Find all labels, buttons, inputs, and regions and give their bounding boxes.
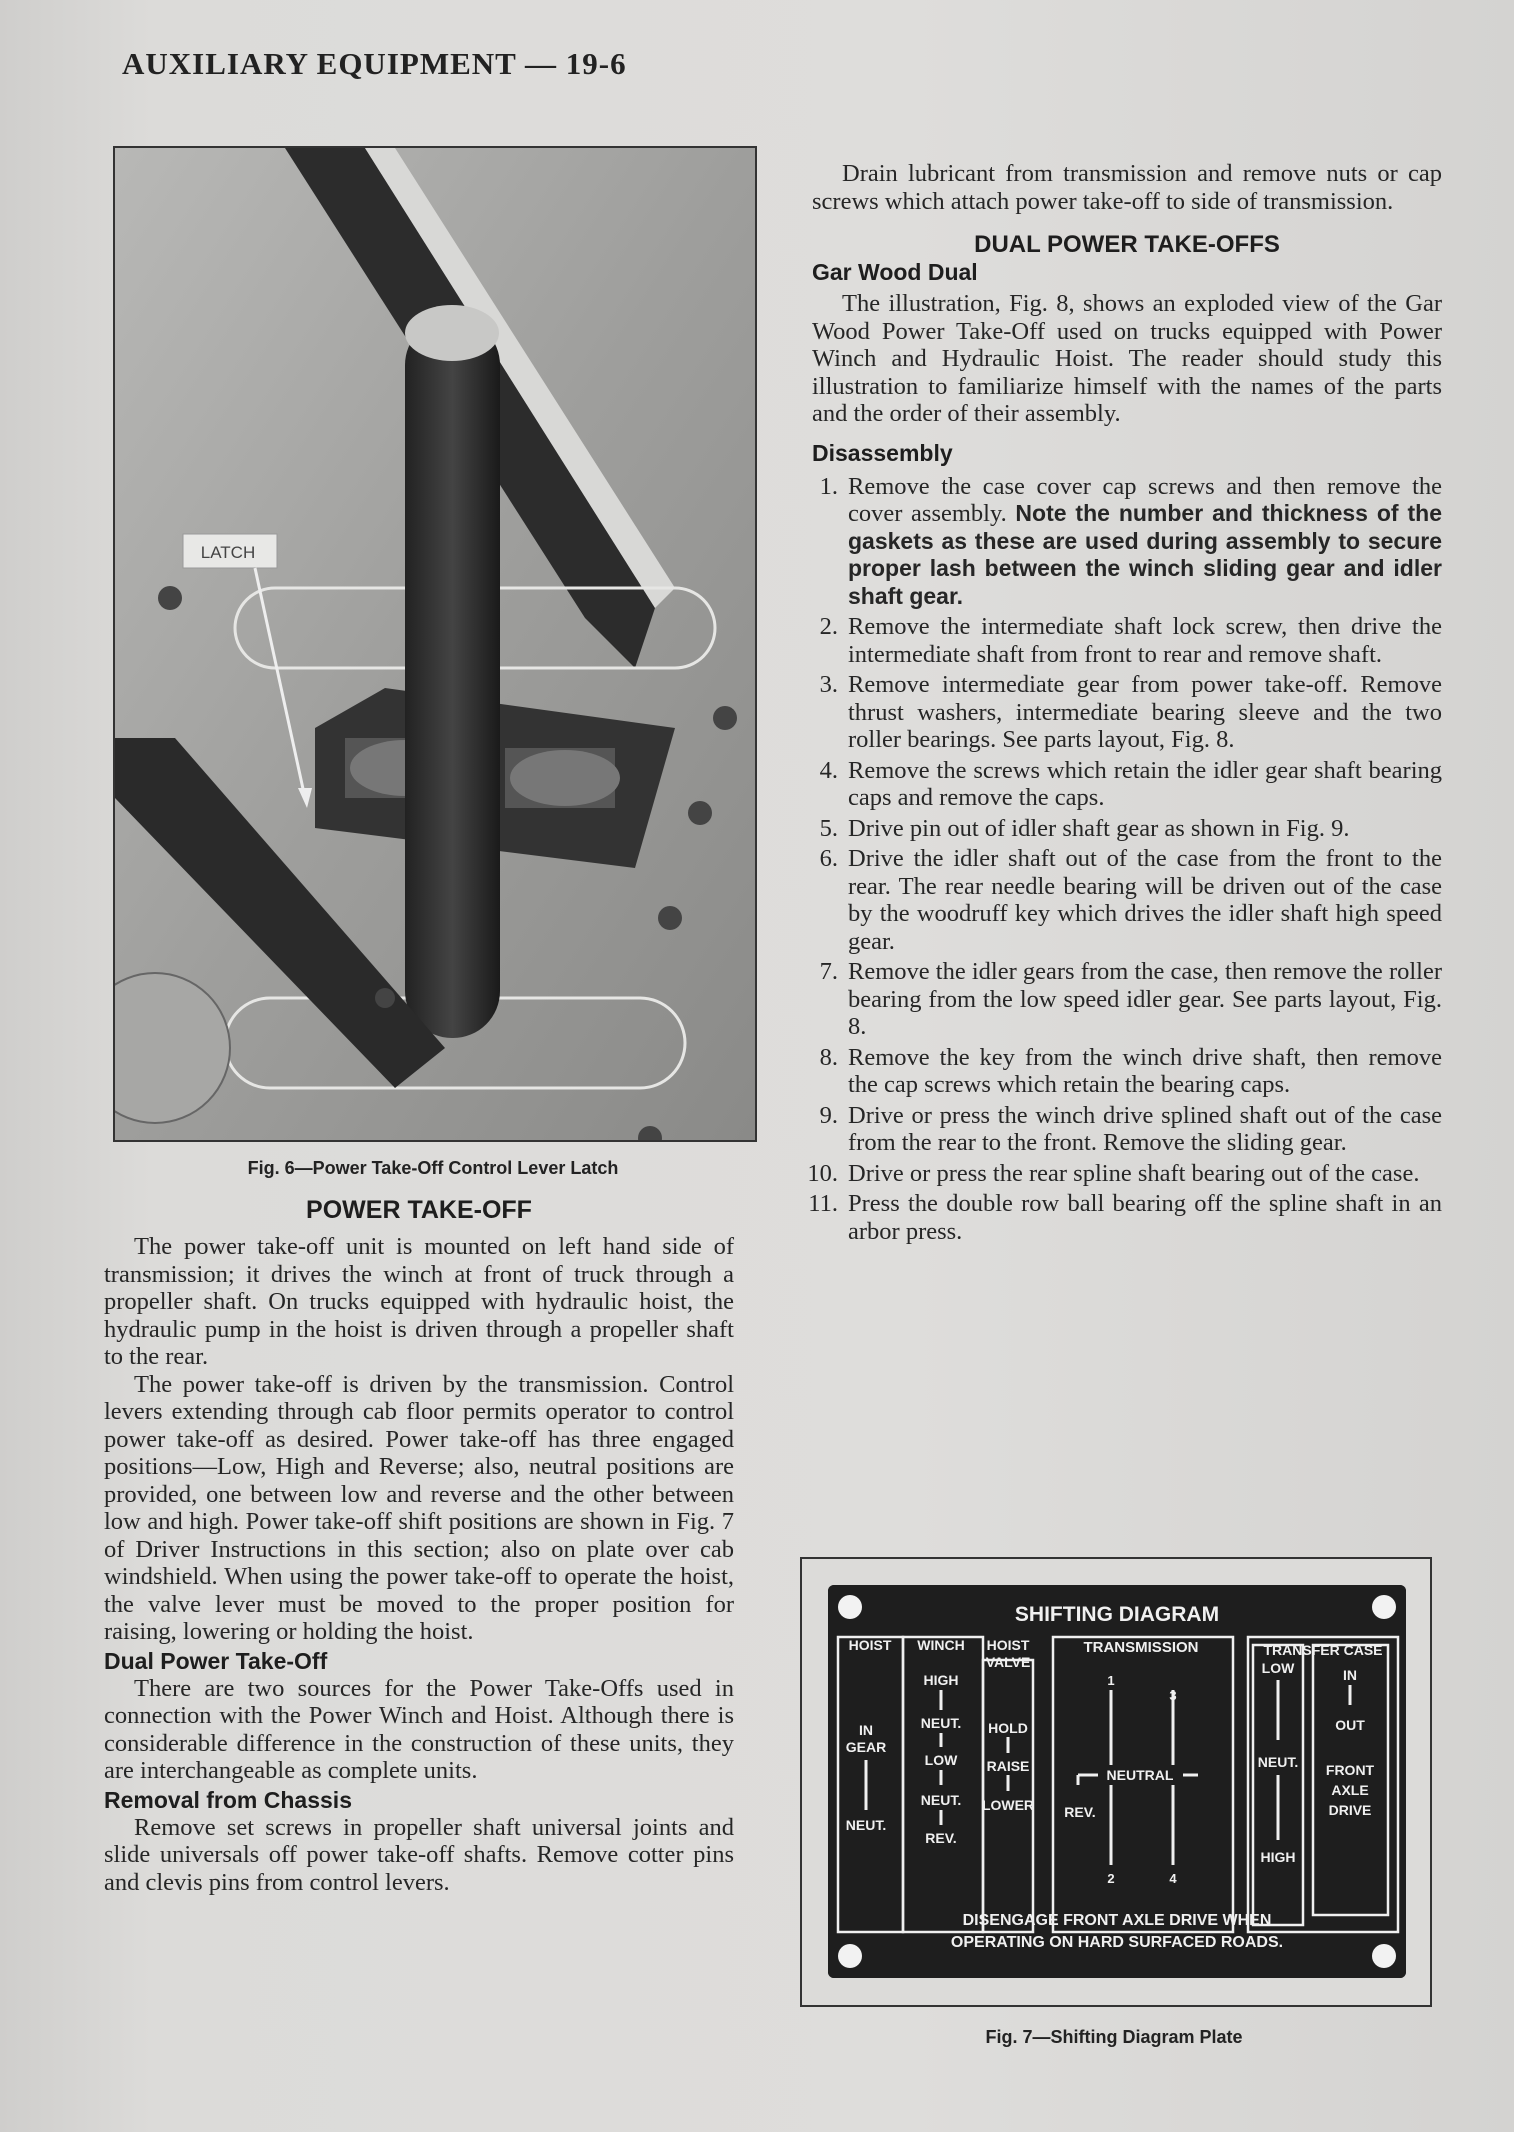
svg-text:3: 3 xyxy=(1169,1688,1177,1703)
svg-text:LOW: LOW xyxy=(1261,1660,1295,1676)
svg-text:NEUT.: NEUT. xyxy=(1257,1754,1299,1770)
list-item: 11. Press the double row ball bearing off the spline shaft in an arbor press. xyxy=(808,1190,1442,1245)
svg-text:RAISE: RAISE xyxy=(986,1758,1030,1774)
paragraph: The power take-off is driven by the transmission. Control levers extending through cab floor permits operator to control power take-off as desired. Power take-off has three engaged positions—Low, High and Reverse; also, neutral positions are provided, one between low and reverse and the other between low and high. Power take-off shift positions are shown in Fig. 7 of Driver Instructions in this section; also on plate over cab windshield. When using the power take-off to operate the hoist, the valve lever must be moved to the proper position for raising, lowering or holding the hoist. xyxy=(104,1370,734,1645)
svg-text:LOW: LOW xyxy=(924,1752,958,1768)
svg-text:DRIVE: DRIVE xyxy=(1328,1802,1372,1818)
svg-text:IN: IN xyxy=(859,1722,873,1738)
list-item: 4. Remove the screws which retain the idler gear shaft bearing caps and remove the caps. xyxy=(819,756,1442,811)
svg-text:1: 1 xyxy=(1107,1673,1115,1688)
mount-hole-icon xyxy=(1372,1944,1396,1968)
dual-power-take-offs-heading: DUAL POWER TAKE-OFFS xyxy=(974,231,1280,258)
svg-text:REV.: REV. xyxy=(1064,1804,1096,1820)
latch-label: LATCH xyxy=(200,543,256,562)
svg-text:4: 4 xyxy=(1169,1871,1177,1886)
svg-text:HIGH: HIGH xyxy=(1260,1849,1296,1865)
svg-text:2: 2 xyxy=(1107,1871,1115,1886)
dual-power-take-off-heading: Dual Power Take-Off xyxy=(104,1647,328,1674)
svg-text:HOIST: HOIST xyxy=(848,1637,892,1653)
gar-wood-dual-heading: Gar Wood Dual xyxy=(812,259,978,285)
list-item: 8. Remove the key from the winch drive shaft, then remove the cap screws which retain the bearing caps. xyxy=(819,1043,1442,1098)
right-column xyxy=(807,160,1442,1248)
svg-text:NEUT.: NEUT. xyxy=(920,1792,962,1808)
svg-text:WINCH: WINCH xyxy=(917,1637,965,1653)
svg-text:HOLD: HOLD xyxy=(988,1720,1028,1736)
figure-7-caption: Fig. 7—Shifting Diagram Plate xyxy=(985,2027,1243,2047)
paragraph: There are two sources for the Power Take-Offs used in connection with the Power Winch and Hoist. Although there is considerable difference in the construction of these units, they are interchangeable as complete units. xyxy=(104,1674,734,1784)
paragraph: The power take-off unit is mounted on left hand side of transmission; it drives the winch at front of truck through a propeller shaft. On trucks equipped with hydraulic hoist, the hydraulic pump in the hoist is driven through a propeller shaft to the rear. xyxy=(104,1233,734,1370)
svg-text:HIGH: HIGH xyxy=(923,1672,959,1688)
svg-text:IN: IN xyxy=(1343,1667,1357,1683)
disassembly-steps xyxy=(788,473,1442,1246)
svg-text:VALVE: VALVE xyxy=(985,1654,1031,1670)
svg-text:GEAR: GEAR xyxy=(845,1739,887,1755)
figure-6-caption: Fig. 6—Power Take-Off Control Lever Latch xyxy=(247,1158,619,1178)
list-item: 10. Drive or press the rear spline shaft bearing out of the case. xyxy=(807,1159,1420,1187)
running-head: AUXILIARY EQUIPMENT — 19-6 xyxy=(122,46,627,81)
svg-text:SHIFTING DIAGRAM: SHIFTING DIAGRAM xyxy=(1014,1603,1220,1626)
list-item: 6. Drive the idler shaft out of the case from the front to the rear. The rear needle bearing will be driven out of the case by the woodruff key which drives the idler shaft high speed gear. xyxy=(819,845,1442,955)
list-item: 2. Remove the intermediate shaft lock screw, then drive the intermediate shaft from front to rear and remove shaft. xyxy=(819,613,1442,668)
mount-hole-icon xyxy=(838,1944,862,1968)
list-item: 7. Remove the idler gears from the case, then remove the roller bearing from the low speed idler gear. See parts layout, Fig. 8. xyxy=(819,958,1442,1040)
svg-text:AXLE: AXLE xyxy=(1331,1782,1369,1798)
disassembly-heading: Disassembly xyxy=(812,439,953,466)
svg-text:FRONT: FRONT xyxy=(1325,1762,1375,1778)
svg-text:NEUTRAL: NEUTRAL xyxy=(1106,1767,1174,1783)
svg-text:OUT: OUT xyxy=(1335,1717,1365,1733)
paragraph: The illustration, Fig. 8, shows an exploded view of the Gar Wood Power Take-Off used on trucks equipped with Power Winch and Hydraulic Hoist. The reader should study this illustration to familiarize himself with the names of the parts and the order of their assembly. xyxy=(812,290,1442,427)
svg-text:REV.: REV. xyxy=(925,1830,957,1846)
svg-text:DISENGAGE FRONT AXLE DRIVE WHE: DISENGAGE FRONT AXLE DRIVE WHEN xyxy=(962,1912,1272,1929)
svg-text:TRANSMISSION: TRANSMISSION xyxy=(1083,1639,1199,1656)
svg-text:TRANSFER CASE: TRANSFER CASE xyxy=(1263,1642,1383,1658)
list-item: 5. Drive pin out of idler shaft gear as shown in Fig. 9. xyxy=(819,814,1350,842)
svg-text:NEUT.: NEUT. xyxy=(920,1715,962,1731)
power-take-off-heading: POWER TAKE-OFF xyxy=(306,1196,532,1224)
paragraph: Drain lubricant from transmission and remove nuts or cap screws which attach power take-off to side of transmission. xyxy=(812,160,1442,215)
mount-hole-icon xyxy=(1372,1595,1396,1619)
list-item: 9. Drive or press the winch drive splined shaft out of the case from the rear to the front. Remove the sliding gear. xyxy=(819,1101,1442,1156)
svg-text:NEUT.: NEUT. xyxy=(845,1817,887,1833)
removal-from-chassis-heading: Removal from Chassis xyxy=(104,1786,352,1813)
left-column xyxy=(104,1196,734,1896)
shifting-diagram-plate xyxy=(828,1585,1406,1978)
paragraph: Remove set screws in propeller shaft universal joints and slide universals off power take-off shafts. Remove cotter pins and clevis pins from control levers. xyxy=(104,1813,734,1896)
mount-hole-icon xyxy=(838,1595,862,1619)
svg-text:LOWER: LOWER xyxy=(981,1797,1035,1813)
list-item: 3. Remove intermediate gear from power take-off. Remove thrust washers, intermediate bearing sleeve and the two roller bearings. See parts layout, Fig. 8. xyxy=(819,671,1442,753)
svg-text:OPERATING ON HARD SURFACED ROA: OPERATING ON HARD SURFACED ROADS. xyxy=(950,1934,1284,1951)
list-item: 1. Remove the case cover cap screws and then remove the cover assembly. Note the number and thickness of the gaskets as these are used during assembly to secure proper lash between the winch sliding gear and idler shaft gear. xyxy=(819,472,1442,609)
svg-text:HOIST: HOIST xyxy=(986,1637,1030,1653)
figure-6-photo xyxy=(113,146,757,1142)
